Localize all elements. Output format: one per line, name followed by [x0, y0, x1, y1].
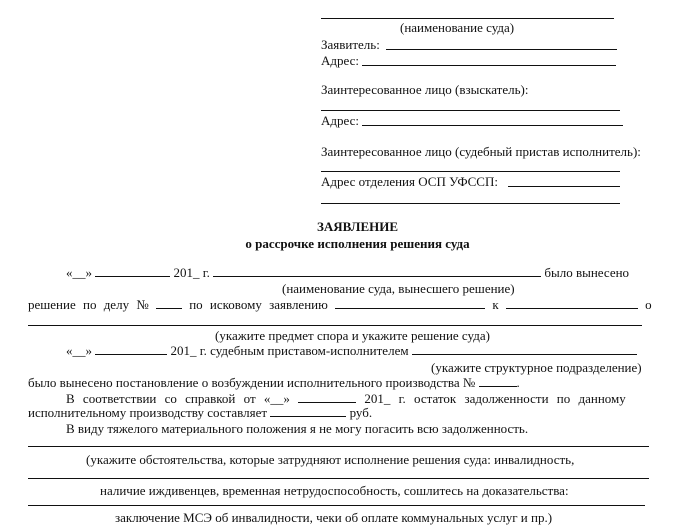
applicant-line[interactable]: [386, 49, 617, 50]
hardship-text: В виду тяжелого материального положения я не могу погасить всю задолженность.: [66, 421, 529, 436]
document-subtitle: о рассрочке исполнения решения суда: [245, 236, 470, 251]
amount-field[interactable]: [270, 405, 346, 417]
dispute-line[interactable]: [28, 325, 642, 326]
creditor-label: Заинтересованное лицо (взыскатель):: [321, 82, 529, 97]
circumstances-line-2[interactable]: [28, 478, 649, 479]
date-field[interactable]: [95, 265, 170, 277]
applicant-label: Заявитель:: [321, 37, 380, 52]
court-decision-caption: (наименование суда, вынесшего решение): [282, 281, 515, 296]
circumstances-caption-1: (укажите обстоятельства, которые затрудняют исполнение решения суда: инвалидность,: [86, 452, 575, 467]
creditor-line[interactable]: [321, 110, 620, 111]
row-decision-date: «__» 201_ г. было вынесено: [66, 265, 630, 280]
creditor-address-label: Адрес:: [321, 113, 359, 128]
row-amount: исполнительному производству составляет руб.: [28, 405, 373, 420]
division-field[interactable]: [412, 343, 637, 355]
court-field[interactable]: [213, 265, 541, 277]
bailiff-line[interactable]: [321, 171, 620, 172]
circumstances-caption-2: наличие иждивенцев, временная нетрудоспособность, сошлитесь на доказательства:: [100, 483, 569, 498]
division-caption: (укажите структурное подразделение): [431, 360, 642, 375]
bailiff-date-field[interactable]: [95, 343, 167, 355]
court-name-line[interactable]: [321, 18, 614, 19]
row-resolution: было вынесено постановление о возбуждении исполнительного производства № .: [28, 375, 520, 390]
row-bailiff: «__» 201_ г. судебным приставом-исполнителем: [66, 343, 637, 358]
circumstances-caption-3: заключение МСЭ об инвалидности, чеки об оплате коммунальных услуг и пр.): [115, 510, 553, 525]
certificate-date-field[interactable]: [298, 391, 356, 403]
proceeding-number-field[interactable]: [479, 375, 517, 387]
applicant-address-label: Адрес:: [321, 53, 359, 68]
case-number-field[interactable]: [156, 297, 182, 309]
applicant-address-line[interactable]: [362, 65, 616, 66]
bailiff-label: Заинтересованное лицо (судебный пристав исполнитель):: [321, 144, 641, 159]
court-caption: (наименование суда): [400, 20, 515, 35]
osp-address-line-2[interactable]: [321, 203, 620, 204]
claimant-field[interactable]: [335, 297, 485, 309]
dispute-caption: (укажите предмет спора и укажите решение суда): [215, 328, 490, 343]
creditor-address-line[interactable]: [362, 125, 623, 126]
osp-address-line[interactable]: [508, 186, 620, 187]
circumstances-line-3[interactable]: [28, 505, 645, 506]
document-title: ЗАЯВЛЕНИЕ: [316, 219, 399, 234]
osp-address-label: Адрес отделения ОСП УФССП:: [321, 174, 498, 189]
defendant-field[interactable]: [506, 297, 638, 309]
row-case: решение по делу № по исковому заявлению к о: [28, 297, 652, 312]
row-certificate: В соответствии со справкой от «__» 201_ г. остаток задолженности по данному: [66, 391, 626, 406]
circumstances-line-1[interactable]: [28, 446, 649, 447]
